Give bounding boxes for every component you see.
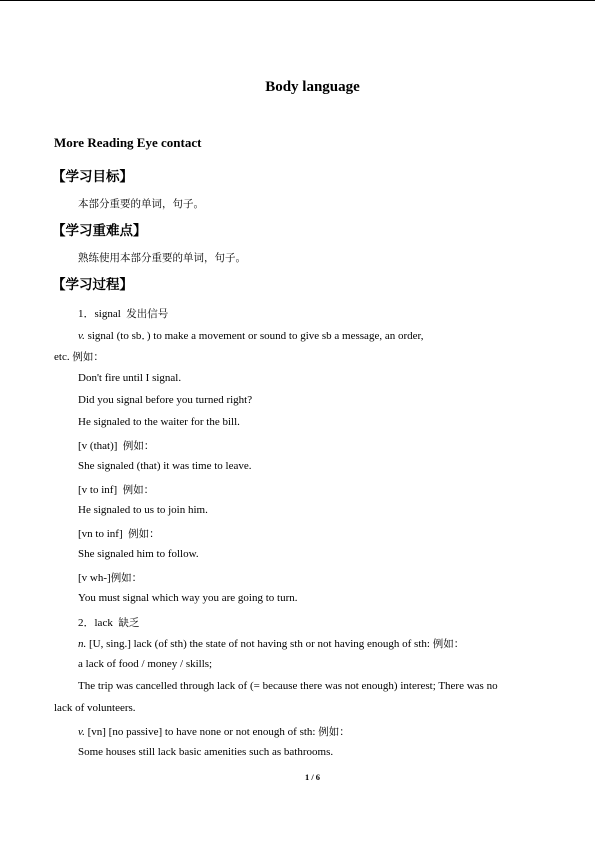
example-sentence: He signaled to us to join him. <box>78 504 208 516</box>
example-label: 例如： <box>318 726 350 738</box>
entry-2-chinese: 缺乏 <box>118 617 140 629</box>
example-label: 例如： <box>122 440 155 452</box>
entry-1-def-text: signal (to sb．) to make a movement or sound to give sb a message, an order, <box>84 330 424 342</box>
key-points-text: 熟练使用本部分重要的单词，句子。 <box>78 252 246 264</box>
pattern-line <box>78 570 142 585</box>
pattern-line <box>78 526 160 541</box>
page-title: Body language <box>265 79 360 95</box>
example-sentence: Some houses still lack basic amenities such as bathrooms. <box>78 746 334 758</box>
entry-2-word: 2．lack <box>78 617 113 629</box>
example-sentence: a lack of food / money / skills; <box>78 658 213 670</box>
example-sentence: She signaled him to follow. <box>78 548 199 560</box>
pattern-label: [v to inf] <box>78 484 118 496</box>
pattern-line <box>78 482 154 497</box>
entry-1-chinese: 发出信号 <box>126 308 169 320</box>
entry-1-def-text-2: etc. <box>54 351 70 363</box>
example-label: 例如： <box>122 484 155 496</box>
heading-key-points: 【学习重难点】 <box>52 223 147 239</box>
entry-2-heading <box>78 614 139 630</box>
heading-goals: 【学习目标】 <box>52 169 133 185</box>
entry-1-pos: v. <box>78 330 85 342</box>
example-sentence: You must signal which way you are going to turn. <box>78 592 298 604</box>
entry-1-definition <box>78 327 423 343</box>
entry-2-verb-def-text: [vn] [no passive] to have none or not enough of sth: <box>84 726 316 738</box>
pattern-line <box>78 438 154 453</box>
entry-1-definition-cont <box>54 349 104 364</box>
example-sentence: Don't fire until I signal. <box>78 372 182 384</box>
entry-2-pos-verb: v. <box>78 726 85 738</box>
section-subtitle: More Reading Eye contact <box>54 135 202 150</box>
entry-2-pos-noun: n. <box>78 638 87 650</box>
example-label: 例如： <box>432 638 465 650</box>
example-sentence: She signaled (that) it was time to leave. <box>78 460 252 472</box>
heading-process: 【学习过程】 <box>52 277 133 293</box>
entry-1-word: 1．signal <box>78 308 121 320</box>
pattern-label: [vn to inf] <box>78 528 123 540</box>
entry-2-noun-def-text: [U, sing.] lack (of sth) the state of not having sth or not having enough of sth: <box>86 638 430 650</box>
example-label: 例如： <box>110 572 143 584</box>
example-sentence: The trip was cancelled through lack of (= because there was not enough) interest; There was no <box>78 680 498 692</box>
example-label: 例如： <box>72 351 104 363</box>
pattern-label: [v (that)] <box>78 440 118 452</box>
example-sentence: Did you signal before you turned right? <box>78 394 253 406</box>
example-sentence: He signaled to the waiter for the bill. <box>78 416 240 428</box>
example-sentence-cont: lack of volunteers. <box>54 702 136 714</box>
entry-1-heading <box>78 305 168 321</box>
entry-2-noun-definition <box>78 636 464 651</box>
page-number: 1 / 6 <box>304 772 321 782</box>
top-rule <box>0 0 595 1</box>
entry-2-verb-definition <box>78 724 350 739</box>
pattern-label: [v wh-] <box>78 572 111 584</box>
goals-text: 本部分重要的单词，句子。 <box>78 198 204 210</box>
example-label: 例如： <box>128 528 160 540</box>
